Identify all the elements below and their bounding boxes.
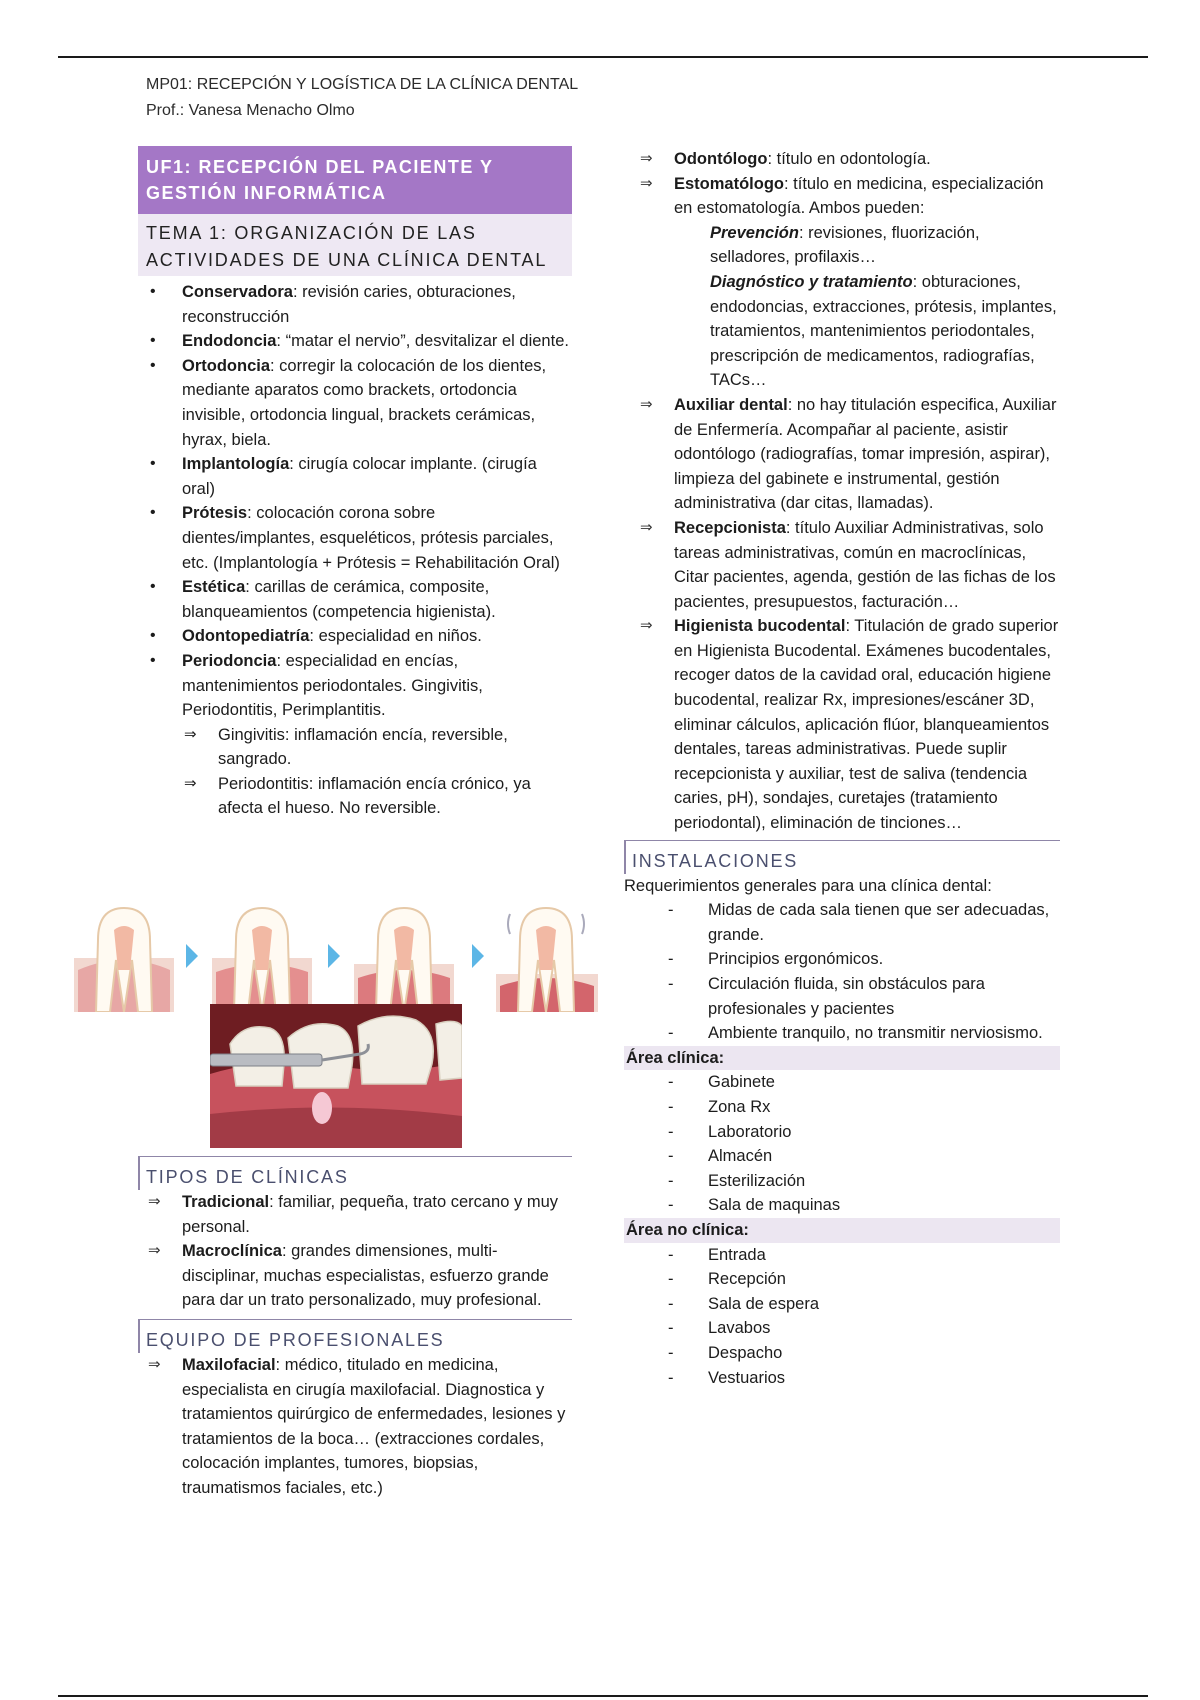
arrow-icon: ⇒ bbox=[184, 774, 197, 792]
specialties-list bbox=[138, 280, 572, 723]
arrow-icon: ⇒ bbox=[184, 725, 197, 743]
equipo-list bbox=[138, 1353, 572, 1501]
tipos-list bbox=[138, 1190, 572, 1313]
list-item: ⇒ Estomatólogo: título en medicina, especialización en estomatología. Ambos pueden: bbox=[674, 172, 1060, 221]
arrow-icon: ⇒ bbox=[640, 150, 653, 167]
list-item: • Periodoncia: especialidad en encías, mantenimientos periodontales. Gingivitis, Periodontitis, Perimplantitis. bbox=[182, 649, 572, 723]
area-clinica-list bbox=[630, 1070, 1060, 1218]
list-item: • Prótesis: colocación corona sobre dientes/implantes, esqueléticos, prótesis parciales, etc. (Implantología + Prótesis = Rehabilitación Oral) bbox=[182, 501, 572, 575]
list-item: ⇒ Recepcionista: título Auxiliar Administrativas, solo tareas administrativas, común en macroclínicas, Citar pacientes, agenda, gestión de las fichas de los pacientes, presupuestos, facturación… bbox=[674, 516, 1060, 614]
periodoncia-sublist bbox=[138, 723, 572, 821]
list-item: • Endodoncia: “matar el nervio”, desvitalizar el diente. bbox=[182, 329, 572, 354]
list-item: - Ambiente tranquilo, no transmitir nerviosismo. bbox=[708, 1021, 1060, 1046]
periodontal-disease-illustration bbox=[74, 900, 600, 1012]
requisitos-list bbox=[630, 898, 1060, 1046]
list-item: - Vestuarios bbox=[708, 1366, 1060, 1391]
list-item: - Sala de espera bbox=[708, 1292, 1060, 1317]
arrow-icon: ⇒ bbox=[640, 617, 653, 635]
left-column bbox=[138, 146, 572, 821]
requisitos-intro: Requerimientos generales para una clínica dental: bbox=[624, 876, 992, 895]
document-header bbox=[146, 72, 578, 124]
area-clinica-heading: Área clínica: bbox=[624, 1046, 1060, 1071]
list-item: ⇒ Maxilofacial: médico, titulado en medicina, especialista en cirugía maxilofacial. Diagnostica y tratamientos quirúrgico de enfermedades, lesiones y tratamientos de la boca… (extracciones cordales, colocación implantes, tumores, biopsias, traumatismos faciales, etc.) bbox=[182, 1353, 572, 1501]
list-item: - Recepción bbox=[708, 1267, 1060, 1292]
list-item: - Sala de maquinas bbox=[708, 1193, 1060, 1218]
area-no-clinica-heading: Área no clínica: bbox=[624, 1218, 1060, 1243]
list-item: - Almacén bbox=[708, 1144, 1060, 1169]
list-item: - Principios ergonómicos. bbox=[708, 947, 1060, 972]
uf-title bbox=[138, 146, 572, 214]
list-item: - Despacho bbox=[708, 1341, 1060, 1366]
arrow-icon: ⇒ bbox=[148, 1193, 161, 1210]
list-item: ⇒ Periodontitis: inflamación encía crónico, ya afecta el hueso. No reversible. bbox=[218, 772, 572, 821]
list-item: - Esterilización bbox=[708, 1169, 1060, 1194]
list-item: • Conservadora: revisión caries, obturaciones, reconstrucción bbox=[182, 280, 572, 329]
list-item: ⇒ Auxiliar dental: no hay titulación especifica, Auxiliar de Enfermería. Acompañar al paciente, asistir odontólogo (radiografías, tomar impresión, aspirar), limpieza del gabinete e instrumental, gestión administrativa (dar citas, llamadas). bbox=[674, 393, 1060, 516]
list-item: • Estética: carillas de cerámica, composite, blanqueamientos (competencia higienista). bbox=[182, 575, 572, 624]
arrow-icon: ⇒ bbox=[148, 1242, 161, 1260]
tema-title bbox=[138, 214, 572, 276]
arrow-icon bbox=[186, 944, 198, 968]
section-heading-tipos: TIPOS DE CLÍNICAS bbox=[138, 1156, 572, 1190]
tooth-stage-2 bbox=[212, 908, 312, 1012]
list-item: ⇒ Odontólogo: título en odontología. bbox=[674, 147, 1060, 172]
tema-title-line: TEMA 1: ORGANIZACIÓN DE LAS bbox=[146, 223, 477, 243]
arrow-icon: ⇒ bbox=[640, 518, 653, 536]
list-item: - Midas de cada sala tienen que ser adecuadas, grande. bbox=[708, 898, 1060, 947]
list-item: ⇒ Gingivitis: inflamación encía, reversible, sangrado. bbox=[218, 723, 572, 772]
top-rule bbox=[58, 56, 1148, 58]
right-column bbox=[624, 147, 1060, 1390]
course-title: MP01: RECEPCIÓN Y LOGÍSTICA DE LA CLÍNICA DENTAL bbox=[146, 76, 579, 93]
prevencion-item: Prevención: revisiones, fluorización, selladores, profilaxis… bbox=[710, 223, 980, 267]
arrow-icon bbox=[472, 944, 484, 968]
list-item: • Implantología: cirugía colocar implante. (cirugía oral) bbox=[182, 452, 572, 501]
arrow-icon: ⇒ bbox=[640, 395, 653, 413]
arrow-icon bbox=[328, 944, 340, 968]
list-item: - Laboratorio bbox=[708, 1120, 1060, 1145]
list-item: - Lavabos bbox=[708, 1316, 1060, 1341]
tema-title-line: ACTIVIDADES DE UNA CLÍNICA DENTAL bbox=[146, 250, 548, 270]
list-item: ⇒ Macroclínica: grandes dimensiones, multi-disciplinar, muchas especialistas, esfuerzo grande para dar un trato personalizado, muy profesional. bbox=[182, 1239, 572, 1313]
tooth-stage-3 bbox=[354, 908, 454, 1012]
area-no-clinica-list bbox=[630, 1243, 1060, 1391]
tooth-stage-4 bbox=[496, 908, 598, 1012]
roles-list bbox=[630, 393, 1060, 836]
diagnostico-item: Diagnóstico y tratamiento: obturaciones, endodoncias, extracciones, prótesis, implantes, tratamientos, mantenimientos periodontales, prescripción de medicamentos, radiografías, TACs… bbox=[710, 272, 1057, 390]
profesionales-list bbox=[630, 147, 1060, 221]
list-item: - Zona Rx bbox=[708, 1095, 1060, 1120]
uf-title-line: GESTIÓN INFORMÁTICA bbox=[146, 183, 387, 203]
section-heading-instalaciones: INSTALACIONES bbox=[624, 840, 1060, 874]
list-item: ⇒ Tradicional: familiar, pequeña, trato cercano y muy personal. bbox=[182, 1190, 572, 1239]
list-item: ⇒ Higienista bucodental: Titulación de grado superior en Higienista Bucodental. Exámenes bucodentales, recoger datos de la cavidad oral, educación higiene bucodental, realizar Rx, impresiones/escáner 3D, eliminar cálculos, aplicación flúor, blanqueamientos dentales, tareas administrativas. Puede suplir recepcionista y auxiliar, test de saliva (tendencia caries, pH), sondajes, curetajes (tratamiento periodontal), eliminación de tinciones… bbox=[674, 614, 1060, 835]
arrow-icon: ⇒ bbox=[640, 174, 653, 192]
list-item: - Gabinete bbox=[708, 1070, 1060, 1095]
tooth-stage-1 bbox=[74, 908, 174, 1012]
arrow-icon: ⇒ bbox=[148, 1355, 161, 1373]
list-item: - Entrada bbox=[708, 1243, 1060, 1268]
bottom-rule bbox=[58, 1695, 1148, 1697]
teacher-name: Prof.: Vanesa Menacho Olmo bbox=[146, 102, 355, 119]
uf-title-line: UF1: RECEPCIÓN DEL PACIENTE Y bbox=[146, 157, 494, 177]
periodontal-probe-photo bbox=[210, 1004, 462, 1148]
list-item: - Circulación fluida, sin obstáculos para profesionales y pacientes bbox=[708, 972, 1060, 1021]
section-heading-equipo: EQUIPO DE PROFESIONALES bbox=[138, 1319, 572, 1353]
list-item: • Odontopediatría: especialidad en niños. bbox=[182, 624, 572, 649]
list-item: • Ortodoncia: corregir la colocación de los dientes, mediante aparatos como brackets, ortodoncia invisible, ortodoncia lingual, brackets cerámicas, hyrax, biela. bbox=[182, 354, 572, 452]
left-lower-sections bbox=[138, 1152, 572, 1501]
